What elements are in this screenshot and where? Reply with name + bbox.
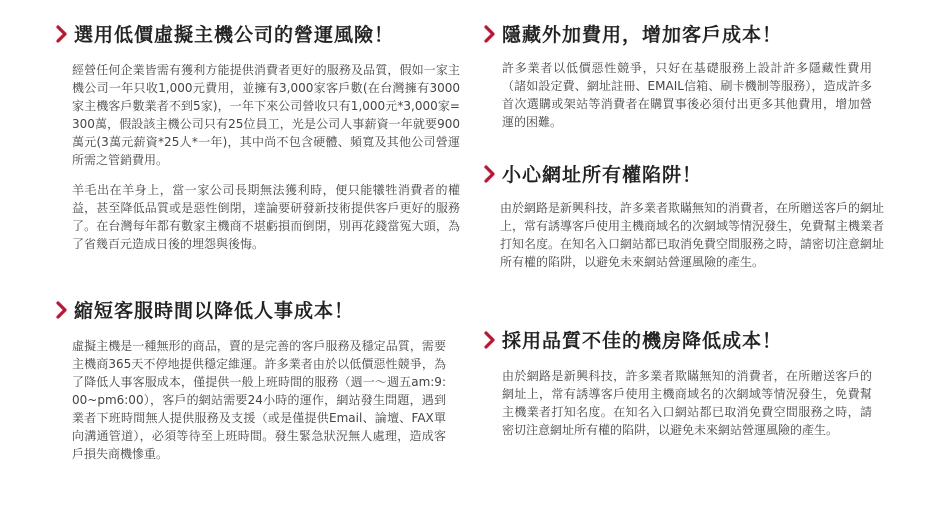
chevron-right-icon xyxy=(56,301,68,319)
section-heading xyxy=(484,160,884,187)
section-paragraph: 虛擬主機是一種無形的商品，賣的是完善的客戶服務及穩定品質，需要主機商365天不停地提供穩定維運。許多業者由於以低價惡性競爭，為了降低人事客服成本，僅提供一般上班時間的服務（週一～週五am:9:00~pm6:00），客戶的網站需要24小時的運作，網站發生問題，遇到業者下班時間無人提供服務及支援（或是僅提供Email、論壇、FAX單向溝通管道），必須等待至上班時間。發生緊急狀況無人處理，造成客戶損失商機慘重。 xyxy=(72,339,446,461)
section-heading xyxy=(484,326,884,353)
chevron-right-icon xyxy=(484,331,496,349)
section-datacenter-quality xyxy=(484,326,884,439)
chevron-right-icon xyxy=(484,165,496,183)
chevron-right-icon xyxy=(56,25,68,43)
section-title: 小心網址所有權陷阱！ xyxy=(502,164,703,186)
section-title: 選用低價虛擬主機公司的營運風險！ xyxy=(74,24,395,46)
section-paragraph: 由於網路是新興科技，許多業者欺瞞無知的消費者，在所贈送客戶的網址上，常有誘導客戶使用主機商域名的次網域等情況發生，免費幫主機業者打知名度。在知名入口網站都已取消免費空間服務之時，請密切注意網址所有權的陷阱，以避免未來網站營運風險的產生。 xyxy=(500,201,885,269)
section-heading xyxy=(56,296,460,323)
section-heading xyxy=(56,20,460,47)
section-paragraph: 經營任何企業皆需有獲利方能提供消費者更好的服務及品質，假如一家主機公司一年只收1,000元費用，並擁有3,000家客戶數(在台灣擁有3000家主機客戶數業者不到5家)，一年下來公司營收只有1,000元*3,000家=300萬，假設該主機公司只有25位員工，光是公司人事薪資一年就要900萬元(3萬元薪資*25人*一年)，其中尚不包含硬體、頻寬及其他公司營運所需之管銷費用。 xyxy=(72,63,460,167)
section-title: 縮短客服時間以降低人事成本！ xyxy=(74,300,355,322)
section-paragraph: 羊毛出在羊身上，當一家公司長期無法獲利時，便只能犧牲消費者的權益，甚至降低品質或是惡性倒閉，達論要研發新技術提供客戶更好的服務了。在台灣每年都有數家主機商不堪虧損而倒閉，別再花錢當冤大頭，為了省幾百元造成日後的埋怨與後悔。 xyxy=(72,183,460,251)
section-support-hours xyxy=(56,296,460,463)
section-domain-ownership xyxy=(484,160,884,271)
chevron-right-icon xyxy=(484,25,496,43)
section-paragraph: 由於網路是新興科技，許多業者欺瞞無知的消費者，在所贈送客戶的網址上，常有誘導客戶使用主機商域名的次網域等情況發生，免費幫主機業者打知名度。在知名入口網站都已取消免費空間服務之時，請密切注意網址所有權的陷阱，以避免未來網站營運風險的產生。 xyxy=(502,369,872,437)
section-paragraph: 許多業者以低價惡性競爭，只好在基礎服務上設計許多隱藏性費用（諸如設定費、網址註冊、EMAIL信箱、刷卡機制等服務），造成許多首次選購或架站等消費者在購買事後必須付出更多其他費用，增加營運的困難。 xyxy=(502,61,872,129)
section-heading xyxy=(484,20,884,47)
section-title: 隱藏外加費用，增加客戶成本！ xyxy=(502,24,783,46)
section-title: 採用品質不佳的機房降低成本！ xyxy=(502,330,783,352)
section-hidden-fees xyxy=(484,20,884,131)
section-low-price-risk xyxy=(56,20,460,253)
